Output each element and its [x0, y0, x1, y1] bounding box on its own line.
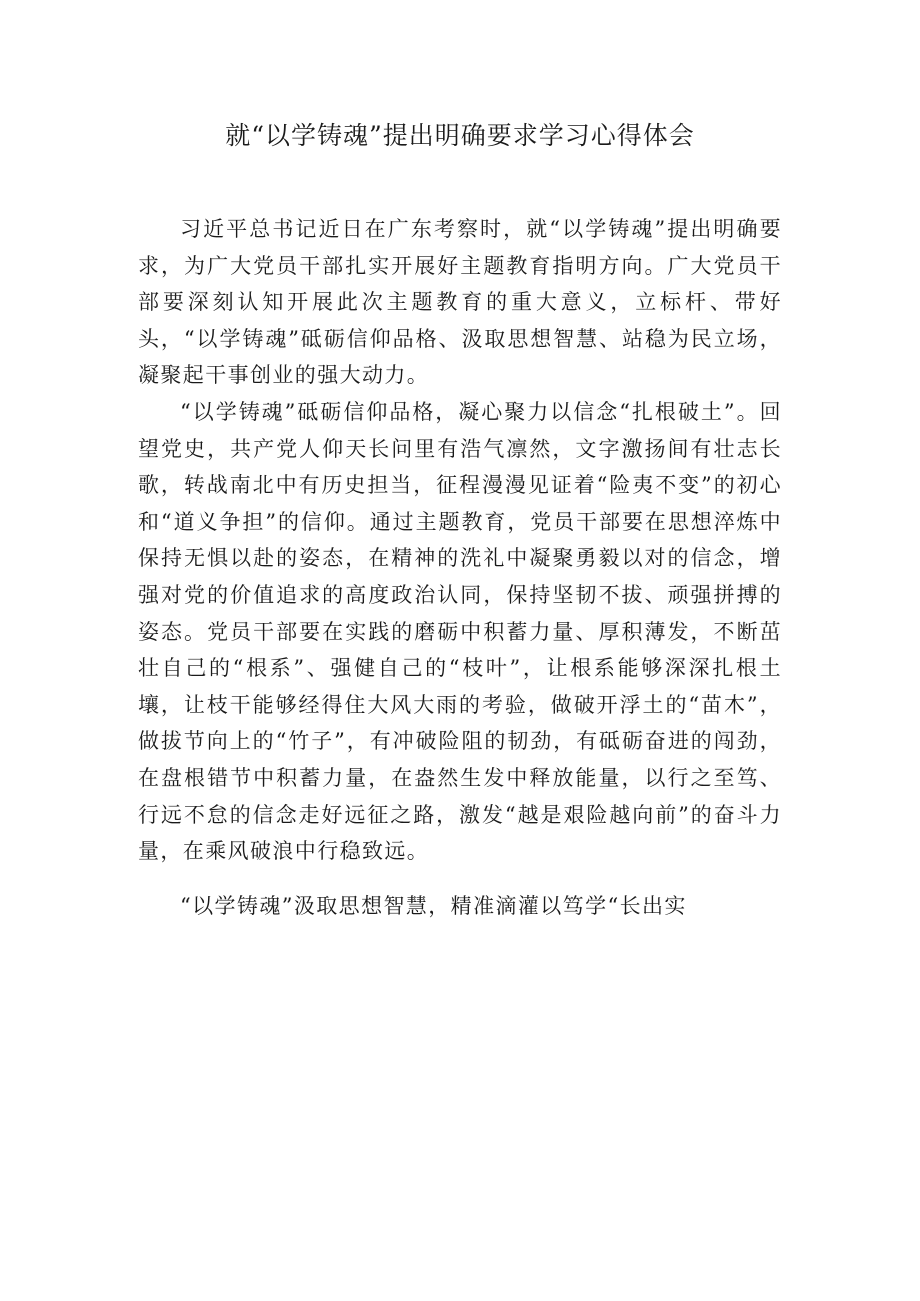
document-title: 就“以学铸魂”提出明确要求学习心得体会: [225, 121, 695, 150]
document-body: [138, 211, 782, 924]
paragraph-intro: 习近平总书记近日在广东考察时，就“以学铸魂”提出明确要求，为广大党员干部扎实开展好主题教育指明方向。广大党员干部要深刻认知开展此次主题教育的重大意义，立标杆、带好头，“以学铸魂”砥砺信仰品格、汲取思想智慧、站稳为民立场，凝聚起干事创业的强大动力。: [138, 217, 782, 388]
paragraph-wisdom: “以学铸魂”汲取思想智慧，精准滴灌以笃学“长出实: [180, 893, 687, 918]
paragraph-faith: “以学铸魂”砥砺信仰品格，凝心聚力以信念“扎根破土”。回望党史，共产党人仰天长问里有浩气凛然，文字激扬间有壮志长歌，转战南北中有历史担当，征程漫漫见证着“险夷不变”的初心和“道义争担”的信仰。通过主题教育，党员干部要在思想淬炼中保持无惧以赴的姿态，在精神的洗礼中凝聚勇毅以对的信念，增强对党的价值追求的高度政治认同，保持坚韧不拔、顽强拼搏的姿态。党员干部要在实践的磨砺中积蓄力量、厚积薄发，不断茁壮自己的“根系”、强健自己的“枝叶”，让根系能够深深扎根土壤，让枝干能够经得住大风大雨的考验，做破开浮土的“苗木”，做拔节向上的“竹子”，有冲破险阻的韧劲，有砥砺奋进的闯劲，在盘根错节中积蓄力量，在盎然生发中释放能量，以行之至笃、行远不怠的信念走好远征之路，激发“越是艰险越向前”的奋斗力量，在乘风破浪中行稳致远。: [138, 399, 782, 864]
